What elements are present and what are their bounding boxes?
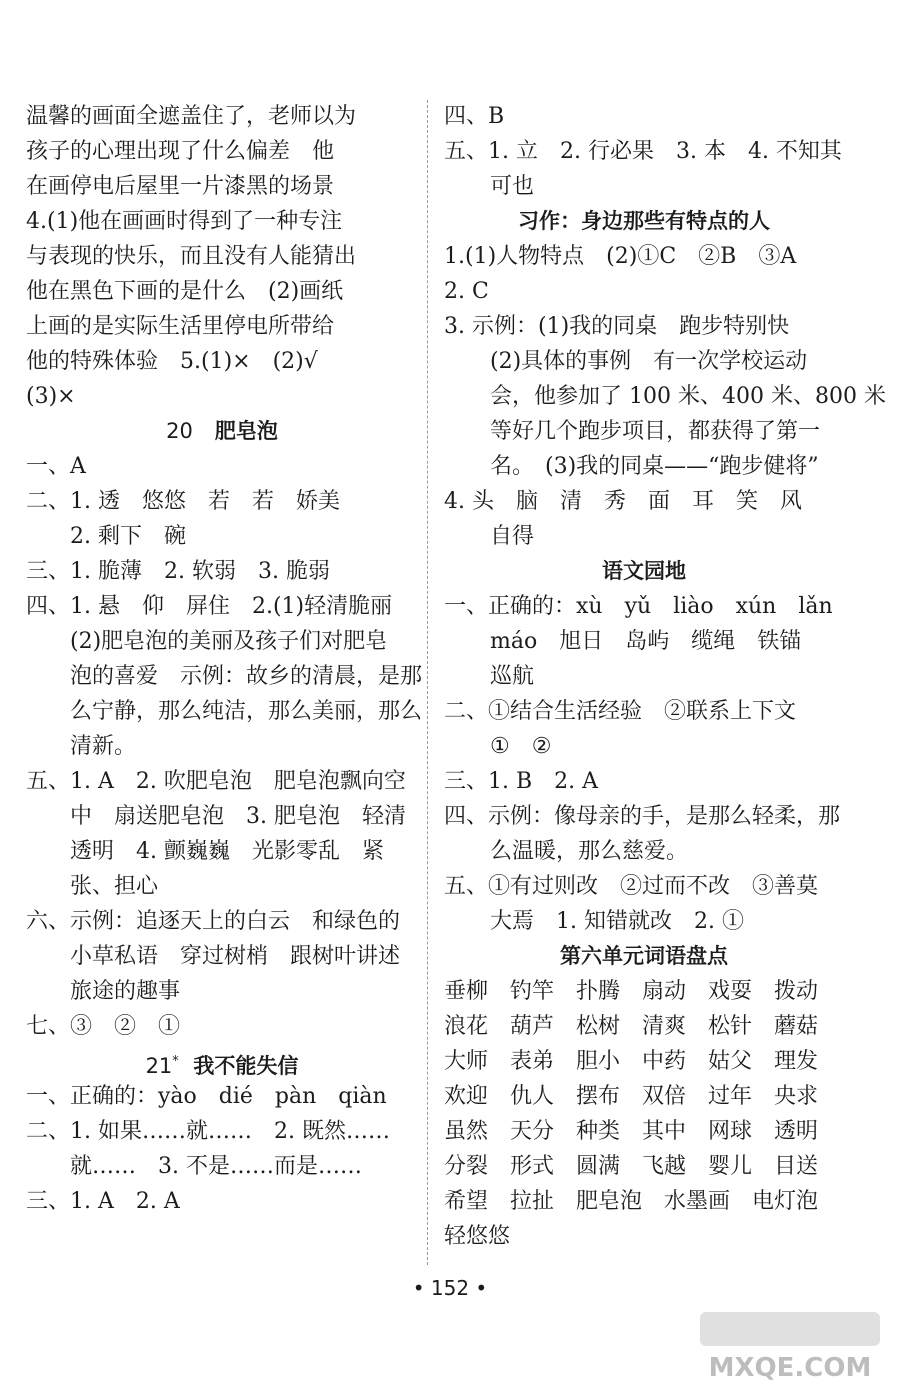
answer-line: 孩子的心理出现了什么偏差 他 [26,139,335,164]
answer-line: 么宁静，那么纯洁，那么美丽，那么 [70,699,423,724]
answer-line: (2)具体的事例 有一次学校运动 [490,349,808,374]
vocab-word: 透明 [774,1119,819,1144]
vocab-word: 拉扯 [510,1189,555,1214]
vocab-word: 分裂 [444,1154,489,1179]
answer-line: 二、①结合生活经验 ②联系上下文 [444,699,797,724]
word-row [444,1219,844,1254]
answer-line: 巡航 [490,664,535,689]
vocab-word: 轻悠悠 [444,1224,511,1249]
answer-block [26,1079,418,1219]
answer-line: 透明 4. 颤巍巍 光影零乱 紧 [70,839,384,864]
answer-line: 在画停电后屋里一片漆黑的场景 [26,174,335,199]
word-row [444,1184,844,1219]
answer-line: máo 旭日 岛屿 缆绳 铁锚 [490,629,802,654]
answer-line: 三、1. A 2. A [26,1189,180,1214]
answer-line: 1.(1)人物特点 (2)①C ②B ③A [444,244,797,269]
answer-line: 大焉 1. 知错就改 2. ① [490,909,744,934]
vocab-word: 其中 [642,1119,687,1144]
answer-line: 泡的喜爱 示例：故乡的清晨，是那 [70,664,423,689]
answer-line: 3. 示例：(1)我的同桌 跑步特别快 [444,314,790,339]
word-row [444,974,844,1009]
vocab-word: 胆小 [576,1049,621,1074]
answer-line: 2. C [444,279,489,304]
vocab-word: 欢迎 [444,1084,489,1109]
vocab-word: 葫芦 [510,1014,555,1039]
answer-line: 三、1. B 2. A [444,769,599,794]
answer-line: ① ② [490,734,552,759]
answer-line: 四、B [444,104,505,129]
word-row [444,1009,844,1044]
answer-line: 五、1. A 2. 吹肥皂泡 肥皂泡飘向空 [26,769,406,794]
vocab-word: 清爽 [642,1014,687,1039]
answer-line: 中 扇送肥皂泡 3. 肥皂泡 轻清 [70,804,406,829]
answer-line: 自得 [490,524,535,549]
vocab-word: 飞越 [642,1154,687,1179]
vocab-word: 目送 [774,1154,819,1179]
left-column [26,99,423,1219]
answer-block [26,99,418,204]
page-number: • 152 • [412,1276,488,1300]
lesson-title-21: 21* 我不能失信 [145,1054,299,1078]
vocab-word: 电灯泡 [752,1189,819,1214]
vocab-word: 浪花 [444,1014,489,1039]
answer-block [444,99,844,204]
vocab-word: 扑腾 [576,979,621,1004]
vocab-word: 钓竿 [510,979,555,1004]
answer-line: 旅途的趣事 [70,979,181,1004]
answer-line: 二、1. 透 悠悠 若 若 娇美 [26,489,340,514]
vocab-word: 垂柳 [444,979,489,1004]
vocab-word: 婴儿 [708,1154,753,1179]
answer-line: 名。 (3)我的同桌——“跑步健将” [490,454,819,479]
vocab-word: 水墨画 [664,1189,731,1214]
vocab-word: 松树 [576,1014,621,1039]
answer-line: 他在黑色下画的是什么 (2)画纸 [26,279,344,304]
answer-block [26,449,423,1044]
answer-line: 四、1. 悬 仰 屏住 2.(1)轻清脆丽 [26,594,393,619]
answer-line: 六、示例：追逐天上的白云 和绿色的 [26,909,401,934]
vocab-word: 圆满 [576,1154,621,1179]
answer-line: 会，他参加了 100 米、400 米、800 米 [490,384,886,409]
answer-line: 一、正确的：yào dié pàn qiàn [26,1084,387,1109]
column-divider [427,100,428,1265]
answer-line: 可也 [490,174,535,199]
answer-line: 等好几个跑步项目，都获得了第一 [490,419,821,444]
answer-line: 五、1. 立 2. 行必果 3. 本 4. 不知其 [444,139,842,164]
vocab-word: 天分 [510,1119,555,1144]
vocab-word: 过年 [708,1084,753,1109]
right-column [444,99,886,1254]
answer-line: 一、正确的：xù yǔ liào xún lǎn [444,594,833,619]
answer-block [26,204,418,414]
vocab-word: 虽然 [444,1119,489,1144]
vocab-word: 形式 [510,1154,555,1179]
answer-line: 2. 剩下 碗 [70,524,186,549]
section-title-xizuo: 习作：身边那些有特点的人 [518,209,770,233]
answer-line: 4. 头 脑 清 秀 面 耳 笑 风 [444,489,802,514]
answer-line: 就…… 3. 不是……而是…… [70,1154,362,1179]
word-row [444,1044,844,1079]
vocab-word: 中药 [642,1049,687,1074]
section-title-yuwen: 语文园地 [602,559,686,583]
vocab-word: 姑父 [708,1049,753,1074]
answer-line: (3)× [26,384,76,409]
watermark-text: MXQE.COM [708,1353,872,1383]
vocab-word: 戏耍 [708,979,753,1004]
vocab-word: 表弟 [510,1049,555,1074]
vocab-word: 松针 [708,1014,753,1039]
answer-line: 三、1. 脆薄 2. 软弱 3. 脆弱 [26,559,330,584]
answer-line: 二、1. 如果……就…… 2. 既然…… [26,1119,390,1144]
vocab-word: 种类 [576,1119,621,1144]
answer-line: 七、③ ② ① [26,1014,181,1039]
vocab-word: 双倍 [642,1084,687,1109]
vocab-word: 扇动 [642,979,687,1004]
vocab-word: 大师 [444,1049,489,1074]
vocab-word: 央求 [774,1084,819,1109]
watermark-logo [690,1310,890,1385]
answer-block [444,589,844,939]
vocab-word: 仇人 [510,1084,555,1109]
word-row [444,1114,844,1149]
answer-line: 温馨的画面全遮盖住了，老师以为 [26,104,357,129]
vocab-word: 希望 [444,1189,489,1214]
word-row [444,1079,844,1114]
answer-line: 张、担心 [70,874,159,899]
vocab-word: 蘑菇 [774,1014,819,1039]
answer-line: 五、①有过则改 ②过而不改 ③善莫 [444,874,819,899]
answer-line: 么温暖，那么慈爱。 [490,839,689,864]
vocab-word: 肥皂泡 [576,1189,643,1214]
answer-line: (2)肥皂泡的美丽及孩子们对肥皂 [70,629,388,654]
section-title-words: 第六单元词语盘点 [560,944,728,968]
answer-line: 与表现的快乐，而且没有人能猜出 [26,244,357,269]
vocab-word: 拨动 [774,979,819,1004]
answer-line: 他的特殊体验 5.(1)× (2)√ [26,349,318,374]
answer-line: 4.(1)他在画画时得到了一种专注 [26,209,343,234]
answer-line: 上画的是实际生活里停电所带给 [26,314,335,339]
vocab-word: 网球 [708,1119,753,1144]
answer-line: 清新。 [70,734,137,759]
answer-block [444,239,886,554]
word-row [444,1149,844,1184]
answer-line: 一、A [26,454,86,479]
lesson-title-20: 20 肥皂泡 [166,419,278,443]
answer-line: 四、示例：像母亲的手，是那么轻柔，那 [444,804,841,829]
vocab-word: 摆布 [576,1084,621,1109]
vocab-word: 理发 [774,1049,819,1074]
word-list [444,974,844,1254]
answer-line: 小草私语 穿过树梢 跟树叶讲述 [70,944,401,969]
